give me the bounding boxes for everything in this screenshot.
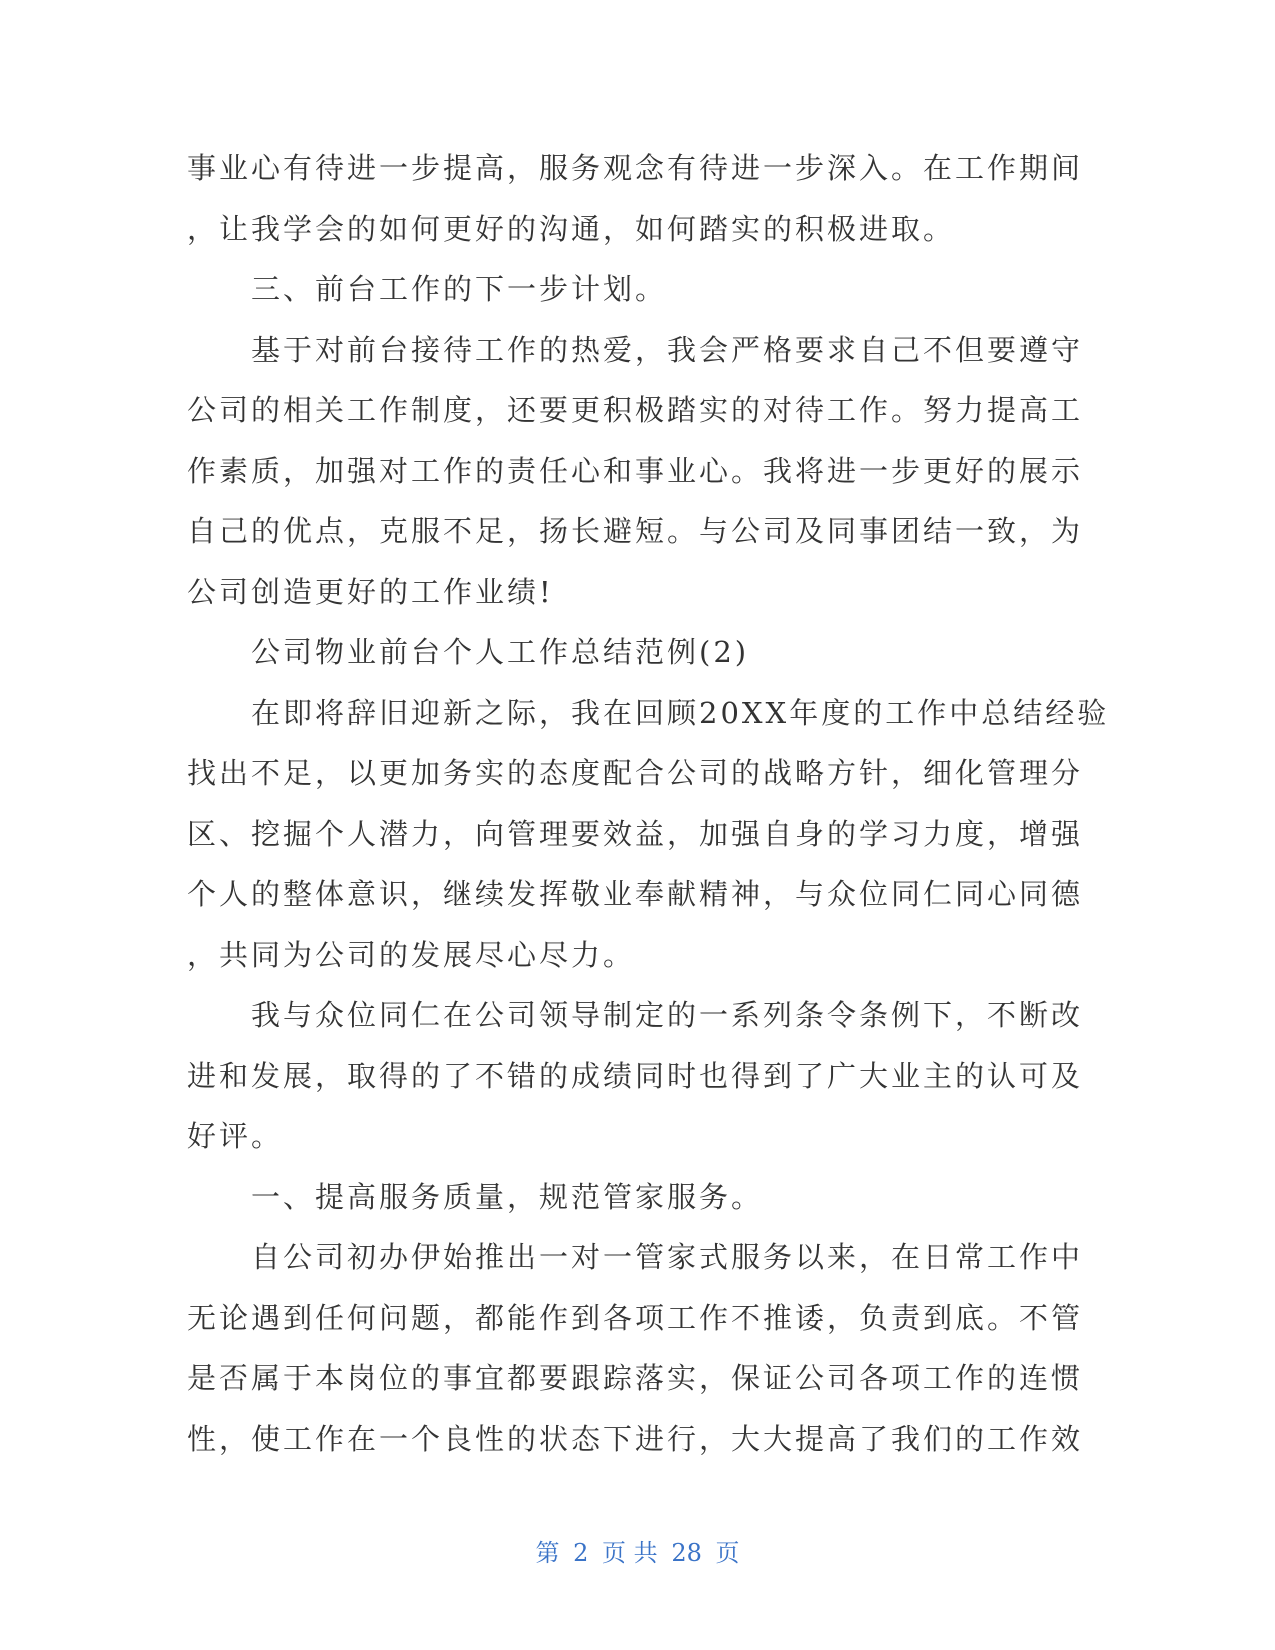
text-line: 性，使工作在一个良性的状态下进行，大大提高了我们的工作效 (187, 1421, 1084, 1456)
total-pages-number: 28 (671, 1539, 702, 1567)
footer-suffix: 页 (715, 1539, 740, 1567)
text-line: 自公司初办伊始推出一对一管家式服务以来，在日常工作中 (251, 1240, 1084, 1274)
document-subtitle: 公司物业前台个人工作总结范例(2) (251, 635, 750, 669)
text-line: 无论遇到任何问题，都能作到各项工作不推诿，负责到底。不管 (187, 1300, 1084, 1335)
text-line: 找出不足，以更加务实的态度配合公司的战略方针，细化管理分 (187, 756, 1084, 790)
document-body (187, 138, 1110, 1469)
text-line: 在即将辞旧迎新之际，我在回顾20XX年度的工作中总结经验 (251, 695, 1110, 730)
footer-middle: 页 共 (602, 1539, 658, 1567)
text-line: 好评。 (187, 1119, 284, 1153)
text-line: 事业心有待进一步提高，服务观念有待进一步深入。在工作期间 (187, 151, 1084, 185)
text-line: 作素质，加强对工作的责任心和事业心。我将进一步更好的展示 (187, 453, 1084, 488)
text-line: 基于对前台接待工作的热爱，我会严格要求自己不但要遵守 (251, 332, 1084, 367)
footer-prefix: 第 (535, 1539, 560, 1567)
text-line: 进和发展，取得的了不错的成绩同时也得到了广大业主的认可及 (187, 1058, 1084, 1093)
text-line: ，让我学会的如何更好的沟通，如何踏实的积极进取。 (187, 211, 956, 246)
text-line: 公司创造更好的工作业绩! (187, 574, 554, 609)
current-page-number: 2 (573, 1539, 589, 1567)
text-line: 个人的整体意识，继续发挥敬业奉献精神，与众位同仁同心同德 (187, 877, 1084, 911)
text-line: 公司的相关工作制度，还要更积极踏实的对待工作。努力提高工 (187, 393, 1084, 427)
text-line: 是否属于本岗位的事宜都要跟踪落实，保证公司各项工作的连惯 (187, 1361, 1084, 1395)
section-heading: 三、前台工作的下一步计划。 (251, 272, 668, 306)
text-line: 自己的优点，克服不足，扬长避短。与公司及同事团结一致，为 (187, 514, 1084, 548)
text-line: ，共同为公司的发展尽心尽力。 (187, 937, 636, 972)
text-line: 区、挖掘个人潜力，向管理要效益，加强自身的学习力度，增强 (187, 816, 1084, 851)
section-heading: 一、提高服务质量，规范管家服务。 (251, 1179, 764, 1214)
text-line: 我与众位同仁在公司领导制定的一系列条令条例下，不断改 (251, 998, 1084, 1032)
page-footer (0, 1538, 1275, 1568)
